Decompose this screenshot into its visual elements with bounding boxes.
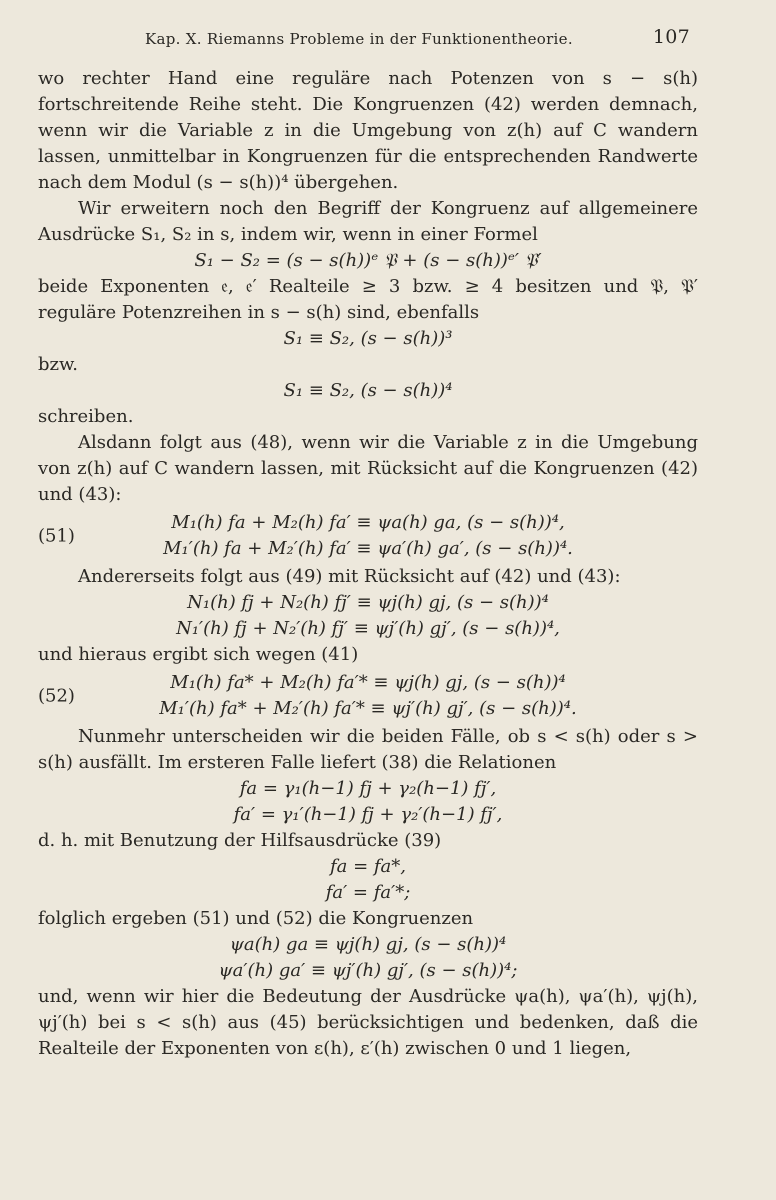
paragraph-9: folglich ergeben (51) und (52) die Kongruenzen	[38, 908, 474, 929]
equation-number-52: (52)	[38, 685, 75, 707]
paragraph-6: und hieraus ergibt sich wegen (41)	[38, 644, 359, 665]
paragraph-3: beide Exponenten 𝔢, 𝔢′ Realteile ≥ 3 bzw. ≥ 4 besitzen und 𝔓, 𝔓′ reguläre Potenzreihen in s − s(h) sind, ebenfalls	[38, 276, 698, 323]
aux-2: fa′ = fa′*;	[325, 882, 411, 903]
relation-1: fa = γ₁(h−1) fj + γ₂(h−1) fj′,	[239, 778, 497, 799]
schreiben-text: schreiben.	[38, 406, 134, 427]
paragraph-1: wo rechter Hand eine reguläre nach Potenzen von s − s(h) fortschreitende Reihe steht. Die Kongruenzen (42) werden demnach, wenn wir die Variable z in die Umgebung von z(h) auf C wandern lassen, unmittelbar in Kongruenzen für die entsprechenden Randwerte nach dem Modul (s − s(h))⁴ übergehen.	[38, 68, 698, 193]
eq52-line2: M₁′(h) fa* + M₂′(h) fa′* ≡ ψj′(h) gj′, (s − s(h))⁴.	[159, 698, 577, 719]
equation-number-51: (51)	[38, 525, 75, 547]
paragraph-2: Wir erweitern noch den Begriff der Kongruenz auf allgemeinere Ausdrücke S₁, S₂ in s, indem wir, wenn in einer Formel	[38, 198, 698, 245]
relation-2: fa′ = γ₁′(h−1) fj + γ₂′(h−1) fj′,	[233, 804, 503, 825]
paragraph-8: d. h. mit Benutzung der Hilfsausdrücke (39)	[38, 830, 442, 851]
page-body	[38, 66, 698, 1062]
eq51-line2: M₁′(h) fa + M₂′(h) fa′ ≡ ψa′(h) ga′, (s − s(h))⁴.	[163, 538, 573, 559]
bzw-text: bzw.	[38, 354, 78, 375]
eq52-line1: M₁(h) fa* + M₂(h) fa′* ≡ ψj(h) gj, (s − s(h))⁴	[170, 672, 566, 693]
formula-difference: S₁ − S₂ = (s − s(h))ᵉ 𝔓 + (s − s(h))ᵉ′ 𝔓′	[194, 250, 542, 271]
eq49-line2: N₁′(h) fj + N₂′(h) fj′ ≡ ψj′(h) gj′, (s − s(h))⁴,	[176, 618, 560, 639]
eq51-line1: M₁(h) fa + M₂(h) fa′ ≡ ψa(h) ga, (s − s(h))⁴,	[171, 512, 565, 533]
congruence-4: S₁ ≡ S₂, (s − s(h))⁴	[283, 380, 453, 401]
equation-block-51	[38, 510, 698, 562]
running-header	[145, 26, 690, 48]
aux-1: fa = fa*,	[329, 856, 407, 877]
paragraph-5: Andererseits folgt aus (49) mit Rücksicht auf (42) und (43):	[78, 566, 621, 587]
paragraph-7: Nunmehr unterscheiden wir die beiden Fälle, ob s < s(h) oder s > s(h) ausfällt. Im ersteren Falle liefert (38) die Relationen	[38, 726, 698, 773]
congruence-3: S₁ ≡ S₂, (s − s(h))³	[283, 328, 453, 349]
page-number: 107	[652, 26, 690, 48]
paragraph-10: und, wenn wir hier die Bedeutung der Ausdrücke ψa(h), ψa′(h), ψj(h), ψj′(h) bei s < s(h) aus (45) berücksichtigen und bedenken, daß die Realteile der Exponenten von ε(h), ε′(h) zwischen 0 und 1 liegen,	[38, 986, 698, 1059]
final-congruence-1: ψa(h) ga ≡ ψj(h) gj, (s − s(h))⁴	[229, 934, 507, 955]
paragraph-4: Alsdann folgt aus (48), wenn wir die Variable z in die Umgebung von z(h) auf C wandern lassen, mit Rücksicht auf die Kongruenzen (42) und (43):	[38, 432, 698, 505]
equation-block-52	[38, 670, 698, 722]
eq49-line1: N₁(h) fj + N₂(h) fj′ ≡ ψj(h) gj, (s − s(h))⁴	[187, 592, 549, 613]
final-congruence-2: ψa′(h) ga′ ≡ ψj′(h) gj′, (s − s(h))⁴;	[218, 960, 518, 981]
running-title: Kap. X. Riemanns Probleme in der Funktionentheorie.	[145, 30, 573, 48]
